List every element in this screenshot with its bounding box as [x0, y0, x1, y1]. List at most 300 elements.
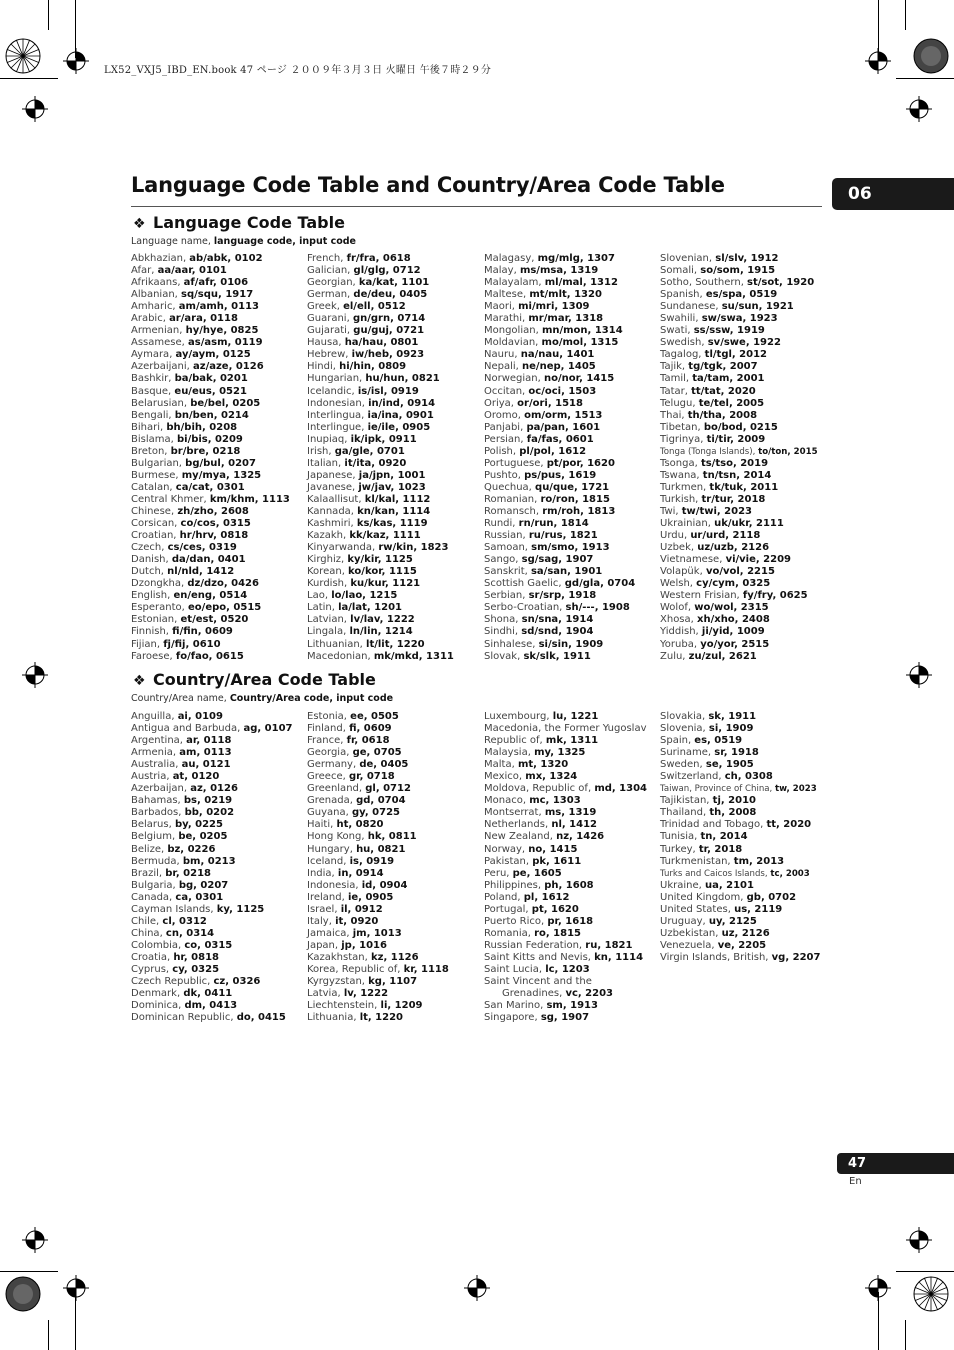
- language-name: Hebrew,: [307, 349, 352, 361]
- language-name: Xhosa,: [660, 614, 698, 626]
- language-subtitle-bold: language code, input code: [213, 236, 356, 247]
- language-entry: [484, 422, 656, 434]
- country-code: kn, 1114: [594, 951, 644, 963]
- language-code: km/khm, 1113: [209, 493, 290, 505]
- language-name: Hausa,: [307, 337, 345, 349]
- country-code: il, 0912: [340, 903, 383, 915]
- language-entry: [307, 470, 479, 482]
- language-name: Welsh,: [660, 578, 697, 590]
- country-entry: [307, 723, 479, 735]
- country-name: Italy,: [307, 915, 336, 927]
- language-name: Tsonga,: [660, 457, 701, 469]
- language-code: fr/fra, 0618: [346, 253, 411, 264]
- country-name: Saint Kitts and Nevis,: [484, 951, 595, 963]
- language-code: na/nau, 1401: [520, 349, 595, 361]
- language-name: Kashmiri,: [307, 518, 357, 530]
- country-name: Armenia,: [131, 747, 180, 759]
- country-code: by, 0225: [174, 819, 223, 831]
- country-name: Saint Lucia,: [484, 963, 546, 975]
- language-code: bn/ben, 0214: [174, 409, 249, 421]
- country-code: be, 0205: [178, 831, 228, 843]
- language-entry: [660, 554, 832, 566]
- language-entry: [484, 482, 656, 494]
- language-entry: [307, 566, 479, 578]
- language-name: Malay,: [484, 265, 520, 277]
- country-code: au, 0121: [181, 759, 231, 771]
- language-name: Assamese,: [131, 337, 189, 349]
- language-name: Javanese,: [307, 481, 359, 493]
- language-code: sg/sag, 1907: [521, 554, 594, 566]
- language-code: ks/kas, 1119: [356, 518, 428, 530]
- language-name: Catalan,: [131, 481, 176, 493]
- language-entry: [131, 614, 303, 626]
- country-entry: [307, 856, 479, 868]
- language-code: bo/bod, 0215: [703, 421, 778, 433]
- country-code: kg, 1107: [368, 976, 418, 988]
- country-name: Czech Republic,: [131, 976, 214, 988]
- language-code: ia/ina, 0901: [367, 409, 434, 421]
- language-name: Arabic,: [131, 313, 170, 325]
- language-name: Lao,: [307, 590, 332, 602]
- language-entry: [660, 361, 832, 373]
- language-code: ml/mal, 1312: [544, 277, 618, 289]
- country-code: lt, 1220: [359, 1012, 404, 1024]
- crosshair-target-icon: [906, 1227, 932, 1253]
- language-entry: [131, 482, 303, 494]
- language-code: tw/twi, 2023: [681, 505, 753, 517]
- language-code: iw/heb, 0923: [351, 349, 425, 361]
- language-entry: [660, 566, 832, 578]
- crosshair-target-icon: [865, 1275, 891, 1301]
- language-code: bg/bul, 0207: [185, 457, 256, 469]
- crosshair-target-icon: [906, 96, 932, 122]
- language-code: ne/nep, 1405: [522, 361, 596, 373]
- registration-disc-icon: [3, 1274, 43, 1314]
- country-entry: [307, 711, 479, 723]
- language-name: English,: [131, 590, 174, 602]
- language-name: Scottish Gaelic,: [484, 578, 565, 590]
- language-code: sk/slk, 1911: [523, 650, 591, 662]
- country-entry: [484, 735, 656, 747]
- country-name: Norway,: [484, 843, 529, 855]
- language-name: Chinese,: [131, 505, 178, 517]
- crosshair-target-icon: [22, 662, 48, 688]
- language-entry: [484, 349, 656, 361]
- language-code: bh/bih, 0208: [166, 421, 238, 433]
- country-code: pr, 1618: [547, 915, 594, 927]
- country-code: tc, 2003: [770, 868, 810, 879]
- country-name: Cayman Islands,: [131, 903, 217, 915]
- country-entry: [307, 783, 479, 795]
- language-name: Danish,: [131, 554, 172, 566]
- country-code: tm, 2013: [733, 855, 785, 867]
- language-name: Nepali,: [484, 361, 523, 373]
- country-code: pl, 1612: [523, 891, 570, 903]
- language-name: Quechua,: [484, 481, 536, 493]
- language-entry: [131, 325, 303, 337]
- country-name: Romania,: [484, 927, 535, 939]
- language-code: pt/por, 1620: [546, 457, 615, 469]
- language-name: Japanese,: [307, 469, 359, 481]
- country-entry: [307, 916, 479, 928]
- country-name: Azerbaijan,: [131, 783, 191, 795]
- language-name: Inupiaq,: [307, 433, 351, 445]
- country-code: gy, 0725: [351, 807, 400, 819]
- country-section-heading: [133, 670, 376, 689]
- country-entry: [484, 795, 656, 807]
- language-code: uz/uzb, 2126: [697, 542, 770, 554]
- country-entry: [307, 952, 479, 964]
- country-entry: [307, 844, 479, 856]
- language-entry: [307, 554, 479, 566]
- language-name: Estonian,: [131, 614, 181, 626]
- country-entry: [307, 795, 479, 807]
- language-name: Central Khmer,: [131, 493, 210, 505]
- language-code: ab/abk, 0102: [189, 253, 263, 264]
- language-name: Albanian,: [131, 289, 182, 301]
- country-entry: [484, 844, 656, 856]
- country-code: fi, 0609: [349, 723, 392, 735]
- country-entry: [660, 711, 832, 723]
- country-entry: [307, 892, 479, 904]
- country-entry: [484, 759, 656, 771]
- language-code: no/nor, 1415: [544, 373, 615, 385]
- language-code: qu/que, 1721: [535, 481, 610, 493]
- language-entry: [660, 265, 832, 277]
- language-name: Tajik,: [660, 361, 689, 373]
- language-entry: [484, 554, 656, 566]
- language-name: Kirghiz,: [307, 554, 348, 566]
- language-code: kl/kal, 1112: [364, 493, 431, 505]
- country-code: sm, 1913: [546, 1000, 598, 1012]
- language-name: Indonesian,: [307, 397, 369, 409]
- language-code: hy/hye, 0825: [185, 325, 259, 337]
- print-header: LX52_VXJ5_IBD_EN.book 47 ページ ２００９年３月３日 火曜日 午後７時２９分: [104, 65, 492, 76]
- language-name: Interlingua,: [307, 409, 368, 421]
- language-name: Irish,: [307, 445, 335, 457]
- country-code: ua, 2101: [704, 879, 754, 891]
- language-name: Swahili,: [660, 313, 702, 325]
- language-entry: [131, 301, 303, 313]
- language-name: Croatian,: [131, 530, 180, 542]
- language-entry: [484, 602, 656, 614]
- language-column: [131, 253, 303, 663]
- language-name: Burmese,: [131, 469, 182, 481]
- country-subtitle-bold: Country/Area code, input code: [229, 693, 394, 704]
- language-name: Slovenian,: [660, 253, 716, 264]
- language-name: Esperanto,: [131, 602, 189, 614]
- country-name: Ireland,: [307, 891, 348, 903]
- language-code: sa/san, 1901: [530, 566, 603, 578]
- language-entry: [660, 277, 832, 289]
- language-entry: [131, 265, 303, 277]
- country-entry: [131, 1012, 303, 1024]
- registration-disc-icon: [911, 36, 951, 76]
- country-code: ai, 0109: [177, 711, 223, 722]
- language-code: ss/ssw, 1919: [693, 325, 765, 337]
- language-entry: [307, 253, 479, 265]
- language-entry: [484, 530, 656, 542]
- country-name: Slovakia,: [660, 711, 709, 722]
- language-entry: [484, 639, 656, 651]
- country-name: New Zealand,: [484, 831, 557, 843]
- language-code: zu/zul, 2621: [688, 650, 757, 662]
- language-entry: [131, 361, 303, 373]
- country-entry: [660, 735, 832, 747]
- country-entry: [484, 976, 656, 988]
- language-code: fj/fij, 0610: [163, 638, 221, 650]
- country-code: gd, 0704: [356, 795, 406, 807]
- language-name: Tswana,: [660, 469, 703, 481]
- country-entry: [131, 976, 303, 988]
- language-subtitle-plain: Language name,: [131, 236, 214, 247]
- language-entry: [307, 518, 479, 530]
- country-code: tr, 2018: [698, 843, 743, 855]
- country-code: cy, 0325: [172, 963, 220, 975]
- language-code: vi/vie, 2209: [725, 554, 792, 566]
- language-entry: [131, 253, 303, 265]
- language-name: Pushto,: [484, 469, 525, 481]
- country-name: Israel,: [307, 903, 341, 915]
- language-name: Yoruba,: [660, 638, 701, 650]
- country-name: Belgium,: [131, 831, 179, 843]
- language-entry: [307, 434, 479, 446]
- language-entry: [660, 626, 832, 638]
- language-code: tr/tur, 2018: [701, 493, 766, 505]
- country-code: hk, 0811: [367, 831, 417, 843]
- language-entry: [484, 614, 656, 626]
- country-name: Malaysia,: [484, 747, 535, 759]
- language-code: tn/tsn, 2014: [702, 469, 772, 481]
- language-code: mn/mon, 1314: [541, 325, 623, 337]
- language-code: ha/hau, 0801: [344, 337, 419, 349]
- country-entry: [307, 976, 479, 988]
- country-entry: [131, 771, 303, 783]
- country-entry: [307, 747, 479, 759]
- country-code: pe, 1605: [512, 867, 562, 879]
- language-code: lt/lit, 1220: [366, 638, 425, 650]
- country-code: no, 1415: [528, 843, 578, 855]
- country-name: Peru,: [484, 867, 513, 879]
- language-entry: [660, 578, 832, 590]
- country-code: hr, 0818: [173, 951, 220, 963]
- language-code: ro/ron, 1815: [540, 493, 610, 505]
- country-code: gl, 0712: [365, 783, 411, 795]
- country-code: mk, 1311: [545, 735, 599, 747]
- country-entry: [484, 831, 656, 843]
- language-code: ar/ara, 0118: [169, 313, 238, 325]
- country-code: jp, 1016: [341, 939, 387, 951]
- language-code: ln/lin, 1214: [349, 626, 413, 638]
- country-entry: [131, 952, 303, 964]
- country-entry: [660, 723, 832, 735]
- language-name: Serbian,: [484, 590, 529, 602]
- country-code: sk, 1911: [708, 711, 757, 722]
- country-code: hu, 0821: [356, 843, 406, 855]
- language-entry: [484, 289, 656, 301]
- language-entry: [484, 434, 656, 446]
- language-name: Maori,: [484, 301, 519, 313]
- language-entry: [660, 542, 832, 554]
- country-name: Hungary,: [307, 843, 357, 855]
- country-name: Anguilla,: [131, 711, 178, 722]
- country-entry: [484, 868, 656, 880]
- language-entry: [660, 506, 832, 518]
- language-entry: [484, 446, 656, 458]
- crosshair-target-icon: [22, 96, 48, 122]
- country-name: Georgia,: [307, 747, 353, 759]
- country-entry: [660, 916, 832, 928]
- language-entry: [660, 337, 832, 349]
- country-name: Tunisia,: [660, 831, 701, 843]
- language-code: rn/run, 1814: [518, 518, 589, 530]
- language-code: ik/ipk, 0911: [350, 433, 417, 445]
- language-entry: [660, 518, 832, 530]
- language-name: Dutch,: [131, 566, 168, 578]
- language-code: om/orm, 1513: [524, 409, 603, 421]
- country-name: Uzbekistan,: [660, 927, 722, 939]
- country-code: ve, 2205: [717, 939, 767, 951]
- language-name: Kinyarwanda,: [307, 542, 379, 554]
- country-name: Sweden,: [660, 759, 706, 771]
- language-name: Maltese,: [484, 289, 530, 301]
- language-entry: [660, 386, 832, 398]
- country-code: cn, 0314: [165, 927, 215, 939]
- language-entry: [484, 373, 656, 385]
- country-entry: [307, 1012, 479, 1024]
- language-code: ts/tso, 2019: [700, 457, 769, 469]
- country-entry: [307, 880, 479, 892]
- language-entry: [131, 554, 303, 566]
- country-code: jm, 1013: [352, 927, 402, 939]
- language-entry: [307, 446, 479, 458]
- country-code: uz, 2126: [721, 927, 770, 939]
- language-name: Kurdish,: [307, 578, 351, 590]
- country-name: Tajikistan,: [660, 795, 713, 807]
- language-entry: [131, 373, 303, 385]
- country-name: Grenada,: [307, 795, 357, 807]
- language-code: mo/mol, 1315: [541, 337, 619, 349]
- country-name: Turkmenistan,: [660, 855, 734, 867]
- country-entry: [660, 928, 832, 940]
- country-name: Luxembourg,: [484, 711, 553, 722]
- language-entry: [131, 651, 303, 663]
- language-entry: [131, 494, 303, 506]
- language-entry: [307, 482, 479, 494]
- language-entry: [131, 566, 303, 578]
- language-code: co/cos, 0315: [180, 518, 251, 530]
- language-entry: [660, 253, 832, 265]
- language-name: Panjabi,: [484, 421, 527, 433]
- registration-wheel-icon: [3, 36, 43, 76]
- language-code: wo/wol, 2315: [694, 602, 769, 614]
- language-name: Vietnamese,: [660, 554, 726, 566]
- country-name: United Kingdom,: [660, 891, 747, 903]
- country-code: mx, 1324: [525, 771, 578, 783]
- language-code: ga/gle, 0701: [334, 445, 405, 457]
- country-name: Canada,: [131, 891, 176, 903]
- country-code: uy, 2125: [708, 915, 757, 927]
- language-entry: [484, 301, 656, 313]
- country-name: United States,: [660, 903, 735, 915]
- language-name: Kannada,: [307, 505, 358, 517]
- language-name: Sotho, Southern,: [660, 277, 748, 289]
- language-name: Swati,: [660, 325, 694, 337]
- language-name: Lingala,: [307, 626, 350, 638]
- language-name: Bislama,: [131, 433, 177, 445]
- language-name: Turkish,: [660, 493, 702, 505]
- language-code: gn/grn, 0714: [352, 313, 426, 325]
- language-entry: [660, 470, 832, 482]
- language-code: tk/tuk, 2011: [709, 481, 779, 493]
- country-name: Ukraine,: [660, 879, 705, 891]
- language-entry: [131, 277, 303, 289]
- language-entry: [484, 470, 656, 482]
- language-entry: [131, 410, 303, 422]
- language-name: Lithuanian,: [307, 638, 367, 650]
- language-code: ru/rus, 1821: [528, 530, 598, 542]
- country-entry: [484, 892, 656, 904]
- language-entry: [660, 590, 832, 602]
- country-entry: [660, 747, 832, 759]
- language-code: da/dan, 0401: [171, 554, 246, 566]
- country-name: Uruguay,: [660, 915, 709, 927]
- language-code: gl/glg, 0712: [353, 265, 421, 277]
- country-code: fr, 0618: [346, 735, 390, 747]
- country-code: ee, 0505: [350, 711, 399, 722]
- country-code: ph, 1608: [544, 879, 594, 891]
- language-entry: [660, 494, 832, 506]
- language-entry: [131, 578, 303, 590]
- language-code: rm/roh, 1813: [542, 505, 616, 517]
- country-code: bg, 0207: [178, 879, 229, 891]
- language-code: lo/lao, 1215: [331, 590, 398, 602]
- language-code: hu/hun, 0821: [365, 373, 440, 385]
- country-column: [484, 711, 656, 1024]
- country-code: ru, 1821: [585, 939, 633, 951]
- language-code: pl/pol, 1612: [519, 445, 587, 457]
- language-name: Persian,: [484, 433, 527, 445]
- country-entry: [484, 940, 656, 952]
- country-name: China,: [131, 927, 166, 939]
- language-name: Afrikaans,: [131, 277, 184, 289]
- country-entry: [484, 747, 656, 759]
- language-code: ka/kat, 1101: [358, 277, 430, 289]
- country-entry: [660, 904, 832, 916]
- language-entry: [484, 277, 656, 289]
- country-code: id, 0904: [361, 879, 408, 891]
- country-code: de, 0405: [359, 759, 409, 771]
- language-code: de/deu, 0405: [353, 289, 428, 301]
- country-name: Japan,: [307, 939, 342, 951]
- language-label: En: [849, 1176, 862, 1187]
- country-entry: [484, 856, 656, 868]
- country-name: Macedonia, the Former Yugoslav: [484, 723, 647, 735]
- language-name: Shona,: [484, 614, 522, 626]
- country-code: md, 1304: [594, 783, 648, 795]
- country-code: bs, 0219: [183, 795, 233, 807]
- language-name: Bengali,: [131, 409, 175, 421]
- language-name: Icelandic,: [307, 385, 358, 397]
- language-code: sh/---, 1908: [565, 602, 630, 614]
- country-entry: [131, 819, 303, 831]
- language-entry: [484, 626, 656, 638]
- language-entry: [660, 410, 832, 422]
- language-entry: [307, 506, 479, 518]
- country-name: Colombia,: [131, 939, 185, 951]
- country-code: az, 0126: [190, 783, 238, 795]
- language-entry: [307, 614, 479, 626]
